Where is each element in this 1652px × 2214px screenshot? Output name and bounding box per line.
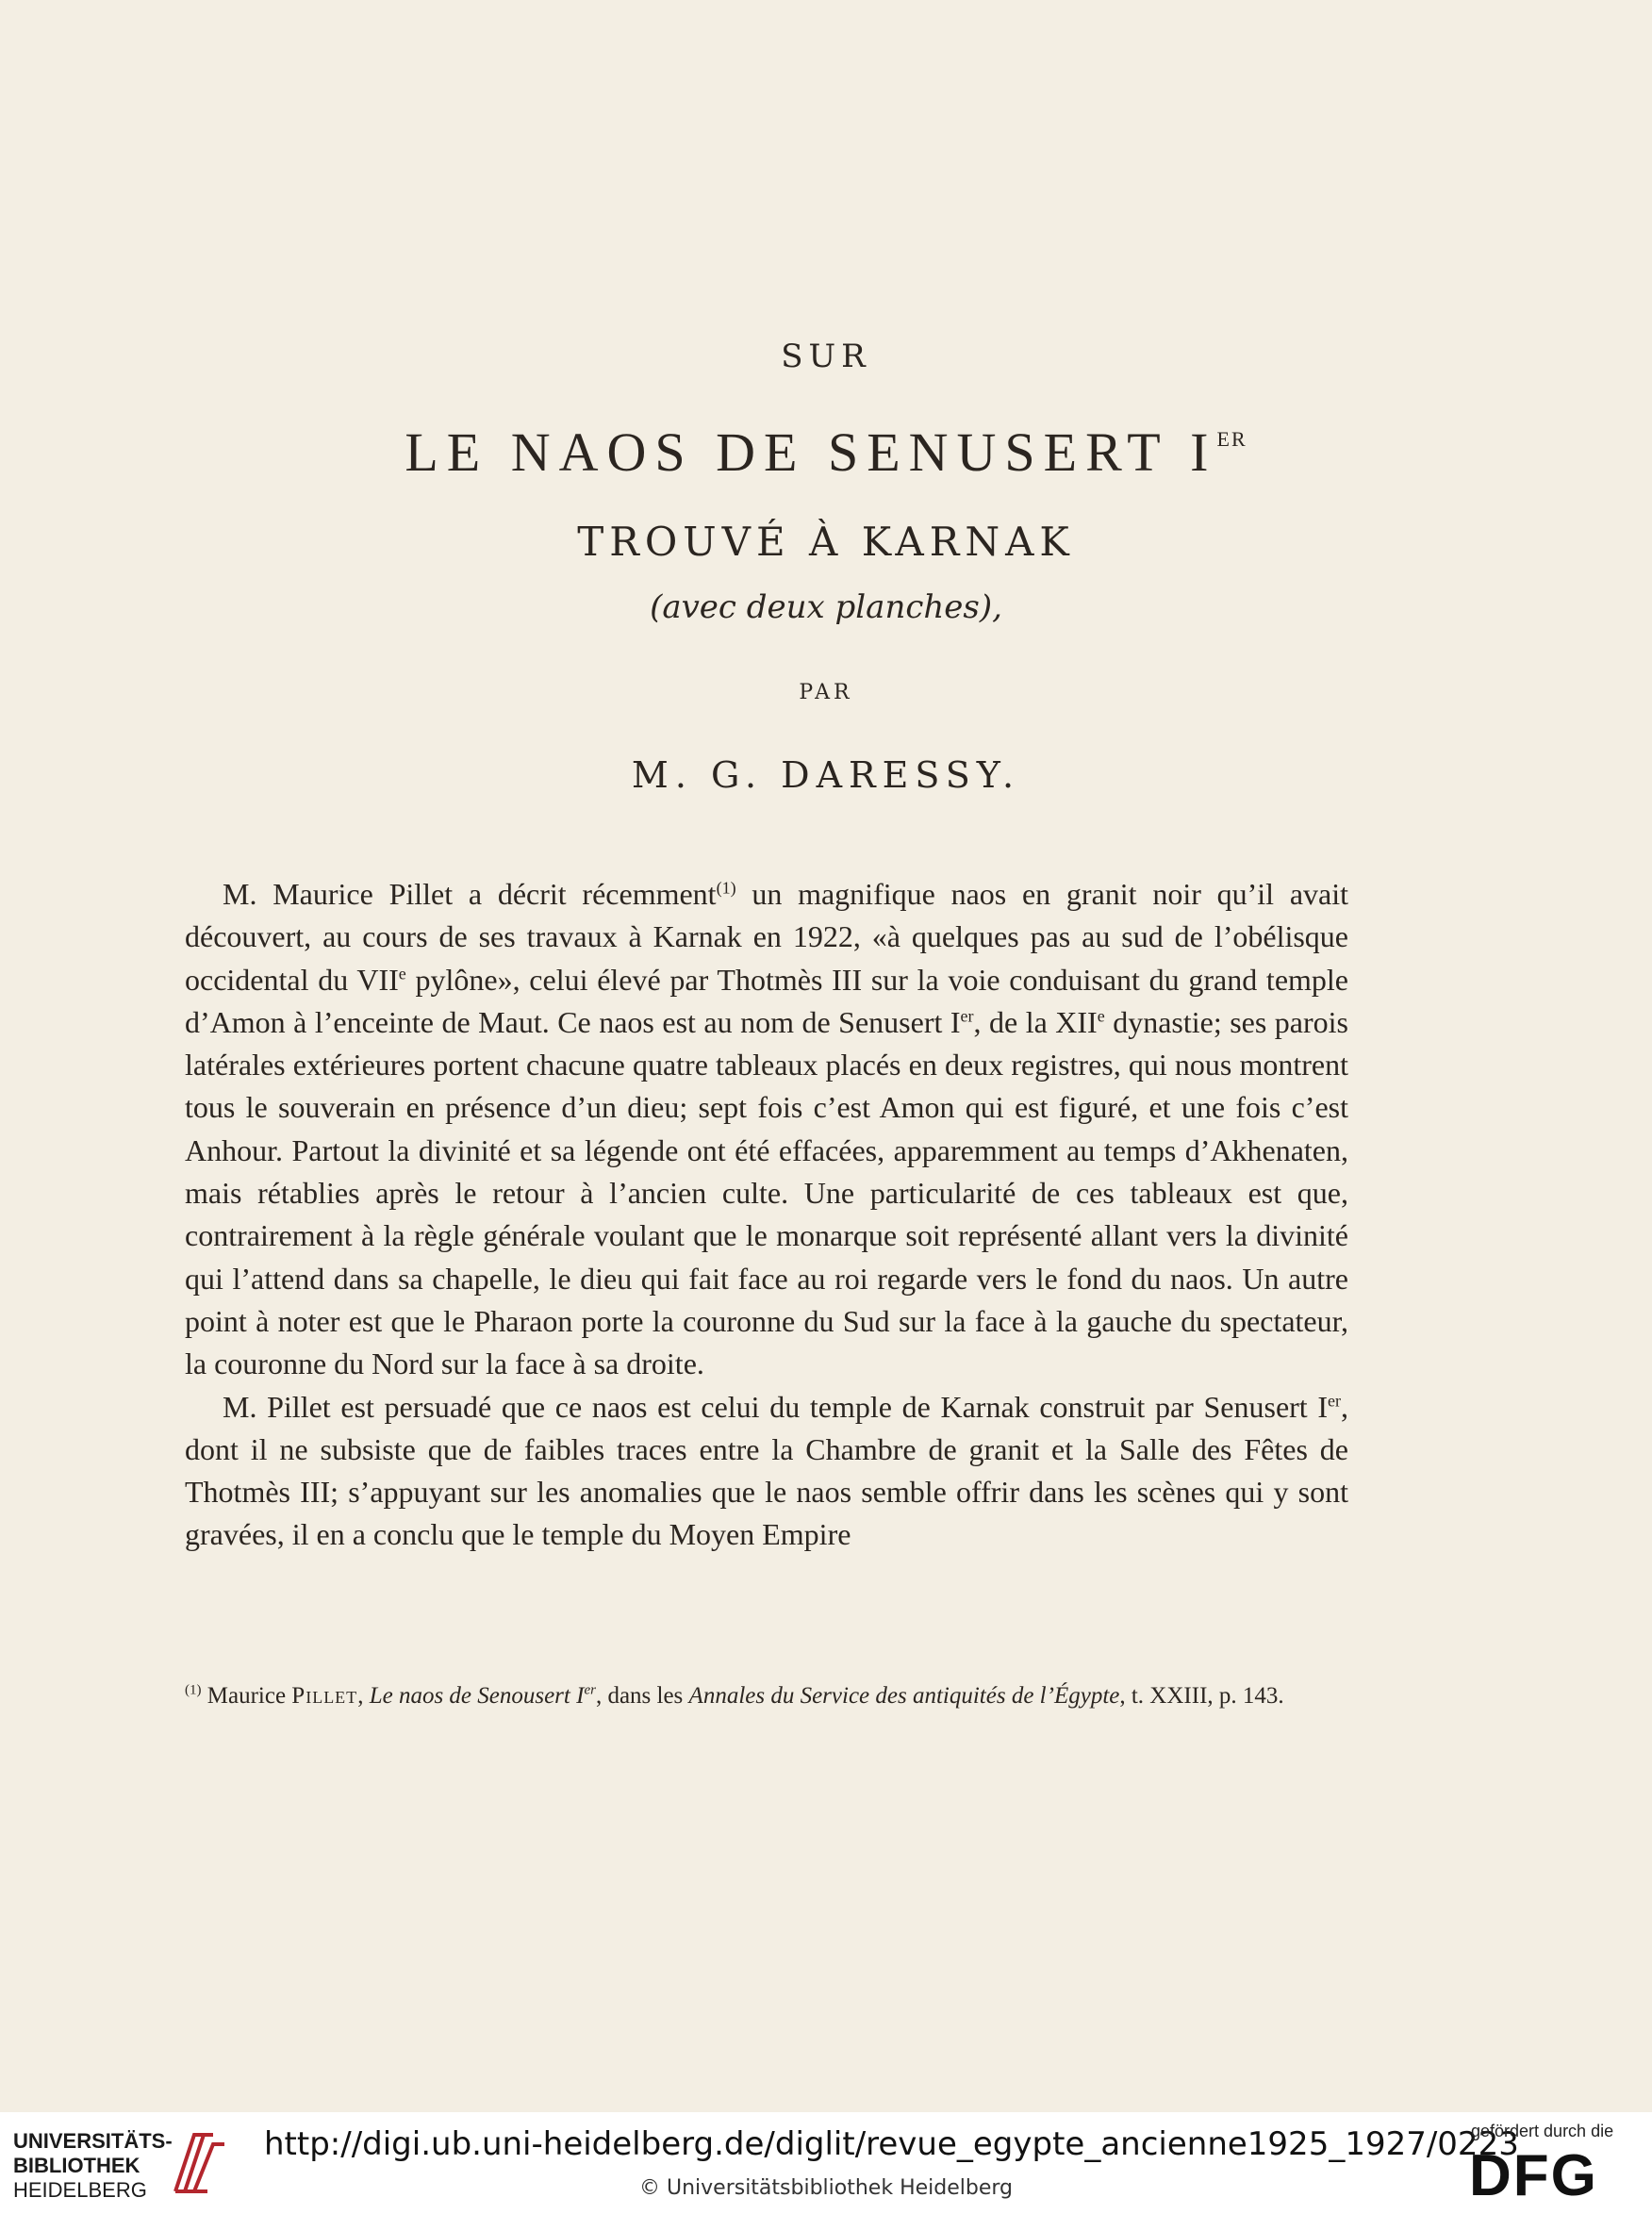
paragraph-1 [185,873,1348,1386]
footnote-series: Annales du Service des antiquités de l’Égypte [688,1683,1120,1709]
title-prefix: SUR [781,338,871,375]
page-title [0,421,1652,484]
viewer-footer [0,2112,1652,2214]
text-run: , t. XXIII, p. 143. [1119,1683,1284,1709]
footnote-marker: (1) [185,1682,202,1698]
superscript: er [960,1006,974,1026]
footnote-reference: (1) [716,878,736,898]
dfg-logo[interactable]: DFG [1469,2143,1598,2208]
page-title-text: LE NAOS DE SENUSERT I [405,421,1217,483]
superscript: er [584,1682,596,1698]
article-body [185,873,1348,1557]
logo-line: BIBLIOTHEK [13,2154,140,2177]
superscript: e [1097,1006,1105,1026]
logo-line: HEIDELBERG [13,2178,147,2202]
logo-line: UNIVERSITÄTS- [13,2129,173,2153]
superscript: e [398,963,406,983]
text-run: M. Pillet est persuadé que ce naos est celui du temple de Karnak construit par Senusert I [223,1389,1329,1424]
text-run: , dans les [595,1683,689,1709]
text-run: M. Maurice Pillet a décrit récemment [223,877,717,911]
plates-note: (avec deux planches), [650,588,1002,626]
funding-caption: gefördert durch die [1471,2122,1614,2140]
text-run: dynastie; ses parois latérales extérieures portent chacune quatre tableaux placés en deux registres, qui nous montrent tous le souverain en présence d’un dieu; sept fois c’est Amon qui est figuré, et une fois c’est Anhour. Partout la divinité et sa légende ont été effacées, apparemment au temps d’Akhenaten, mais rétablies après le retour à l’ancien culte. Une particularité de ces tableaux est que, contrairement à la règle générale voulant que le monarque soit représenté allant vers la divinité qui l’attend dans sa chapelle, le dieu qui fait face au roi regarde vers le fond du naos. Un autre point à noter est que le Pharaon porte la couronne du Sud sur la face à la gauche du spectateur, la couronne du Nord sur la face à sa droite. [185,1004,1349,1381]
page-title-superscript: ER [1216,427,1247,451]
permalink-link[interactable]: http://digi.ub.uni-heidelberg.de/diglit/revue_egypte_ancienne1925_1927/0223 [264,2125,1519,2163]
footnote-author-last: Pillet [291,1683,358,1709]
text-run: , dont il ne subsiste que de faibles traces entre la Chambre de granit et la Salle des Fêtes de Thotmès III; s’appuyant sur les anomalies que le naos semble offrir dans les scènes qui y sont gravées, il en a conclu que le temple du Moyen Empire [185,1389,1348,1552]
text-run: pylône», celui élevé par Thotmès III sur la voie conduisant du grand temple d’Amon à l’enceinte de Maut. Ce naos est au nom de Senusert I [185,962,1348,1039]
text-run: , de la XII [973,1004,1098,1039]
superscript: er [1328,1390,1341,1410]
copyright-notice: © Universitätsbibliothek Heidelberg [638,2176,1013,2200]
paragraph-2 [185,1386,1348,1557]
author-name: M. G. DARESSY. [631,754,1021,796]
page-subtitle: TROUVÉ À KARNAK [577,519,1075,565]
text-run: , [357,1683,370,1709]
by-label: PAR [799,681,853,704]
text-run: un magnifique naos en granit noir qu’il avait découvert, au cours de ses travaux à Karnak en 1922, «à quelques pas au sud de l’obélisque occidental du VII [185,877,1349,997]
footnote [185,1680,1348,1712]
footnote-work-title: Le naos de Senousert I [369,1683,585,1709]
footnote-author-first: Maurice [206,1683,292,1709]
